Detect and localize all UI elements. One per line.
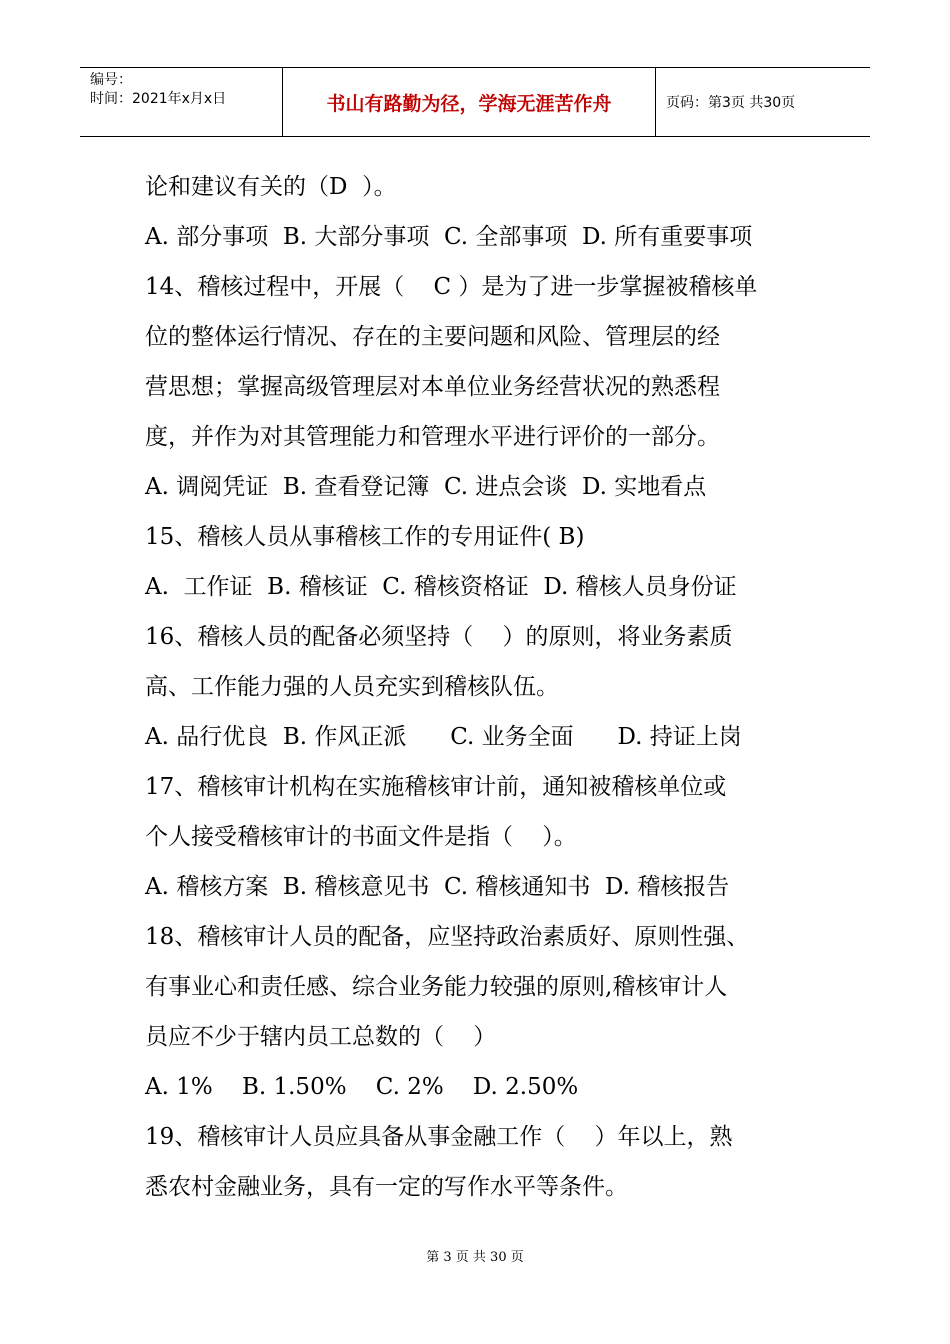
text-line: 个人接受稽核审计的书面文件是指（ ）。 [145,824,577,850]
text-line: 16、稽核人员的配备必须坚持（ ）的原则，将业务素质 [145,624,733,650]
page-footer: 第 3 页 共 30 页 [426,1250,524,1265]
text-line: 15、稽核人员从事稽核工作的专用证件( B) [145,524,585,550]
text-line: 位的整体运行情况、存在的主要问题和风险、管理层的经 [145,324,720,350]
header-motto: 书山有路勤为径，学海无涯苦作舟 [283,68,656,136]
text-line: 19、稽核审计人员应具备从事金融工作（ ）年以上，熟 [145,1124,733,1150]
text-line: 18、稽核审计人员的配备，应坚持政治素质好、原则性强、 [145,924,750,950]
text-line: 营思想；掌握高级管理层对本单位业务经营状况的熟悉程 [145,374,720,400]
text-line: 高、工作能力强的人员充实到稽核队伍。 [145,674,559,700]
number-label: 编号： [90,72,132,88]
document-body [145,162,835,1212]
text-line: 论和建议有关的（D ）。 [145,174,397,200]
text-line: A. 稽核方案 B. 稽核意见书 C. 稽核通知书 D. 稽核报告 [145,874,730,900]
text-line: 有事业心和责任感、综合业务能力较强的原则,稽核审计人 [145,974,728,1000]
text-line: 悉农村金融业务，具有一定的写作水平等条件。 [145,1174,628,1200]
text-line: A. 1% B. 1.50% C. 2% D. 2.50% [145,1074,579,1100]
text-line: A. 部分事项 B. 大部分事项 C. 全部事项 D. 所有重要事项 [145,224,753,250]
text-line: 17、稽核审计机构在实施稽核审计前，通知被稽核单位或 [145,774,727,800]
text-line: 员应不少于辖内员工总数的（ ） [145,1024,497,1050]
text-line: A. 品行优良 B. 作风正派 C. 业务全面 D. 持证上岗 [145,724,742,750]
header-page-info: 页码：第3页 共30页 [666,95,796,111]
header-meta [80,68,283,136]
page-header [80,67,870,137]
text-line: 14、稽核过程中，开展（ C ）是为了进一步掌握被稽核单 [145,274,758,300]
text-line: A. 工作证 B. 稽核证 C. 稽核资格证 D. 稽核人员身份证 [145,574,737,600]
text-line: 度，并作为对其管理能力和管理水平进行评价的一部分。 [145,424,720,450]
time-label: 时间：2021年x月x日 [90,91,227,107]
text-line: A. 调阅凭证 B. 查看登记簿 C. 进点会谈 D. 实地看点 [145,474,707,500]
